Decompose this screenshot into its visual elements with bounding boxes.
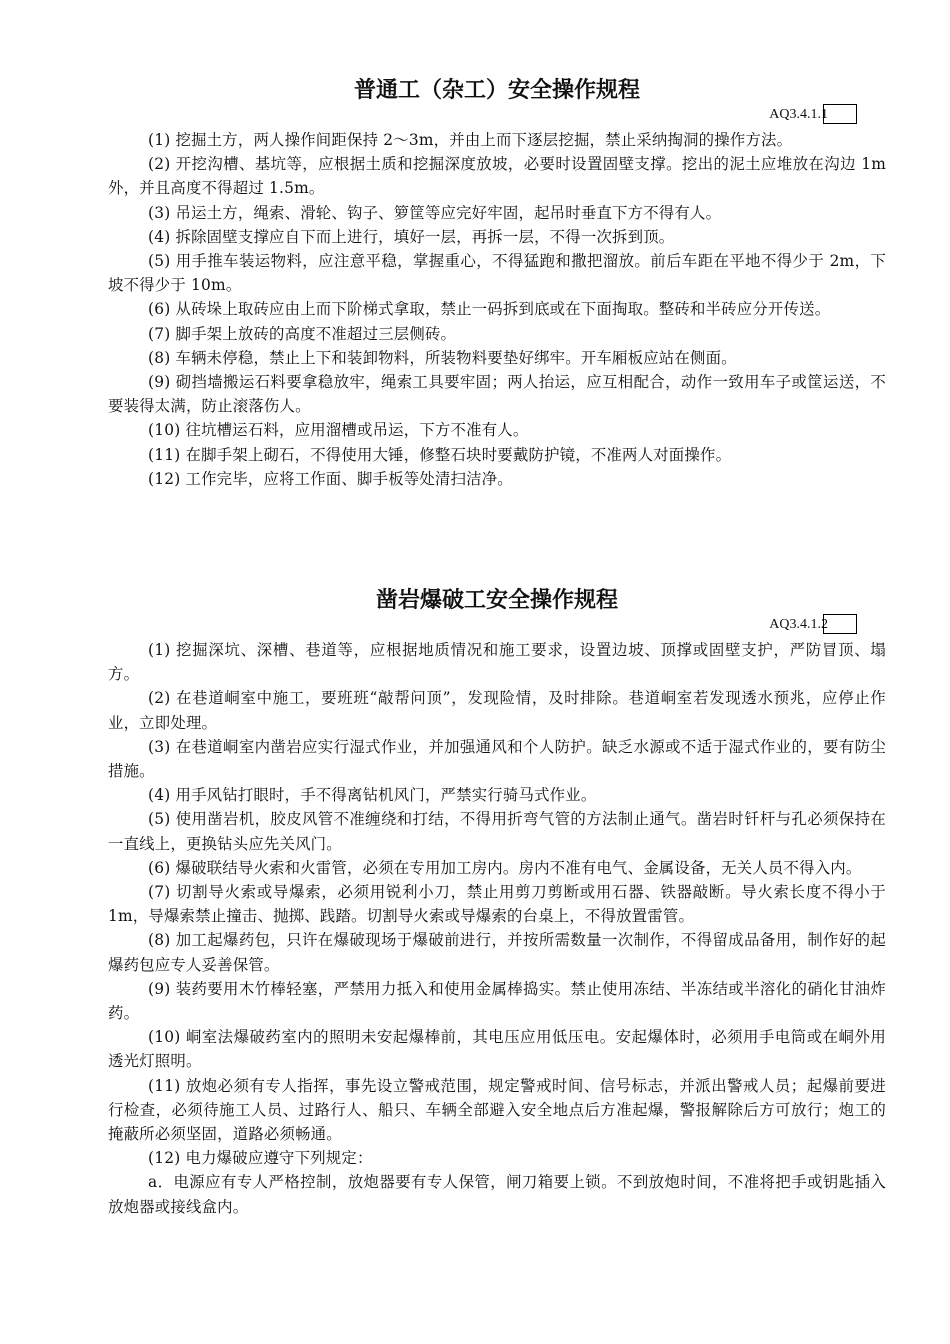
rule-paragraph: (11) 在脚手架上砌石，不得使用大锤，修整石块时要戴防护镜，不准两人对面操作。 [148,445,732,464]
rule-paragraph: (4) 用手风钻打眼时，手不得离钻机风门，严禁实行骑马式作业。 [148,786,597,805]
rule-paragraph: (7) 脚手架上放砖的高度不准超过三层侧砖。 [148,324,457,343]
section-title: 凿岩爆破工安全操作规程 [375,588,618,613]
rule-paragraph: (4) 拆除固壁支撑应自下而上进行，填好一层，再拆一层，不得一次拆到顶。 [148,227,675,246]
rule-paragraph: (1) 挖掘土方，两人操作间距保持 2～3m，并由上而下逐层挖掘，禁止采纳掏洞的操作方法。 [148,131,793,149]
rule-paragraph: (3) 在巷道峒室内凿岩应实行湿式作业，并加强通风和个人防护。缺乏水源或不适于湿式作业的，要有防尘措施。 [108,737,886,781]
rule-paragraph: (5) 用手推车装运物料，应注意平稳，掌握重心，不得猛跑和撒把溜放。前后车距在平地不得少于 2m，下坡不得少于 10m。 [108,252,886,295]
rule-paragraph: (12) 工作完毕，应将工作面、脚手板等处清扫洁净。 [148,469,513,488]
code-box [823,614,857,634]
rule-paragraph: a．电源应有专人严格控制，放炮器要有专人保管，闸刀箱要上锁。不到放炮时间，不准将把手或钥匙插入放炮器或接线盒内。 [108,1173,886,1216]
code-box [823,104,857,124]
rule-paragraph: (8) 加工起爆药包，只许在爆破现场于爆破前进行，并按所需数量一次制作，不得留成品备用，制作好的起爆药包应专人妥善保管。 [108,931,886,974]
rule-paragraph: (10) 峒室法爆破药室内的照明未安起爆棒前，其电压应用低压电。安起爆体时，必须用手电筒或在峒外用透光灯照明。 [108,1028,886,1071]
rule-paragraph: (6) 从砖垛上取砖应由上而下阶梯式拿取，禁止一码拆到底或在下面掏取。整砖和半砖应分开传送。 [148,300,831,319]
rule-paragraph: (9) 砌挡墙搬运石料要拿稳放牢，绳索工具要牢固；两人抬运，应互相配合，动作一致用车子或筐运送，不要装得太满，防止滚落伤人。 [108,373,886,416]
rule-paragraph: (2) 在巷道峒室中施工，要班班“敲帮问顶”，发现险情，及时排除。巷道峒室若发现透水预兆，应停止作业，立即处理。 [108,689,886,732]
document-code-row [108,616,886,638]
section-blasting [108,586,886,1219]
rule-list [108,638,886,1219]
rule-paragraph: (10) 往坑槽运石料，应用溜槽或吊运，下方不准有人。 [148,421,529,440]
document-code-row [108,106,886,128]
rule-paragraph: (12) 电力爆破应遵守下列规定： [148,1149,373,1168]
rule-paragraph: (9) 装药要用木竹棒轻塞，严禁用力抵入和使用金属棒捣实。禁止使用冻结、半冻结或半溶化的硝化甘油炸药。 [108,979,886,1023]
rule-list [108,128,886,491]
section-laborer [108,76,886,491]
document-code: AQ3.4.1.1 [769,107,828,122]
rule-paragraph: (7) 切割导火索或导爆索，必须用锐利小刀，禁止用剪刀剪断或用石器、铁器敲断。导火索长度不得小于 1m，导爆索禁止撞击、抛掷、践踏。切割导火索或导爆索的台桌上，不得放置雷管。 [108,883,886,926]
rule-paragraph: (11) 放炮必须有专人指挥，事先设立警戒范围，规定警戒时间、信号标志，并派出警戒人员；起爆前要进行检查，必须待施工人员、过路行人、船只、车辆全部避入安全地点后方准起爆，警报解除后方可放行；炮工的掩蔽所必须坚固，道路必须畅通。 [108,1076,886,1144]
rule-paragraph: (5) 使用凿岩机，胶皮风管不准缠绕和打结，不得用折弯气管的方法制止通气。凿岩时钎杆与孔必须保持在一直线上，更换钻头应先关风门。 [108,810,886,853]
document-code: AQ3.4.1.2 [769,617,828,632]
rule-paragraph: (1) 挖掘深坑、深槽、巷道等，应根据地质情况和施工要求，设置边坡、顶撑或固壁支护，严防冒顶、塌方。 [108,641,886,684]
rule-paragraph: (2) 开挖沟槽、基坑等，应根据土质和挖掘深度放坡，必要时设置固壁支撑。挖出的泥土应堆放在沟边 1m 外，并且高度不得超过 1.5m。 [108,155,886,198]
rule-paragraph: (3) 吊运土方，绳索、滑轮、钩子、箩筐等应完好牢固，起吊时垂直下方不得有人。 [148,203,722,222]
rule-paragraph: (6) 爆破联结导火索和火雷管，必须在专用加工房内。房内不准有电气、金属设备，无关人员不得入内。 [148,858,862,877]
section-title: 普通工（杂工）安全操作规程 [353,78,640,103]
rule-paragraph: (8) 车辆未停稳，禁止上下和装卸物料，所装物料要垫好绑牢。开车厢板应站在侧面。 [148,348,737,367]
